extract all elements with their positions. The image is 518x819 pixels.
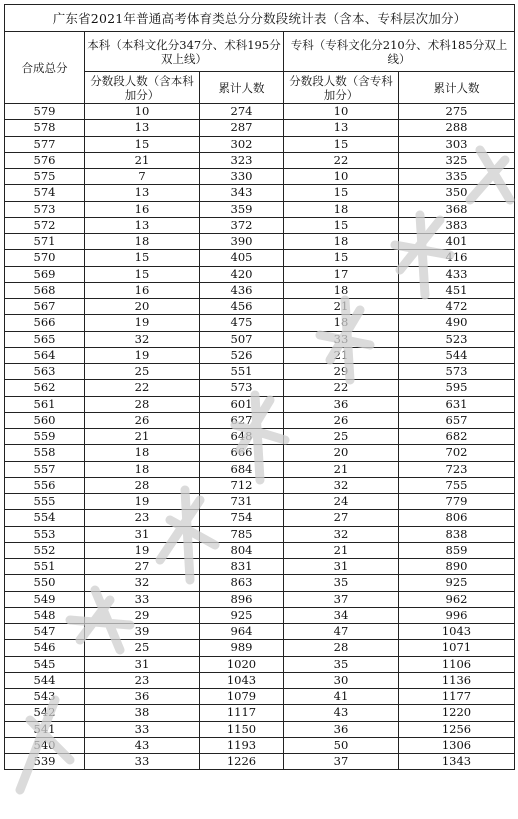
undergrad-cum-cell: 964 <box>200 624 284 640</box>
undergrad-count-cell: 19 <box>85 315 200 331</box>
undergrad-cum-cell: 343 <box>200 185 284 201</box>
undergrad-count-cell: 29 <box>85 607 200 623</box>
total-score-cell: 553 <box>5 526 85 542</box>
undergrad-count-cell: 27 <box>85 559 200 575</box>
total-score-cell: 539 <box>5 754 85 770</box>
junior-count-cell: 22 <box>284 380 399 396</box>
junior-cum-cell: 288 <box>399 120 515 136</box>
table-row <box>5 445 515 461</box>
undergrad-count-cell: 25 <box>85 640 200 656</box>
table-row <box>5 185 515 201</box>
undergrad-count-cell: 31 <box>85 526 200 542</box>
table-row <box>5 689 515 705</box>
undergrad-cum-cell: 1226 <box>200 754 284 770</box>
table-row <box>5 591 515 607</box>
junior-count-cell: 25 <box>284 429 399 445</box>
total-score-cell: 562 <box>5 380 85 396</box>
undergrad-count-cell: 32 <box>85 575 200 591</box>
undergrad-count-cell: 16 <box>85 282 200 298</box>
undergrad-cum-cell: 526 <box>200 347 284 363</box>
undergrad-count-cell: 10 <box>85 104 200 120</box>
junior-cum-cell: 433 <box>399 266 515 282</box>
table-row <box>5 624 515 640</box>
undergrad-group-header: 本科（本科文化分347分、术科195分双上线） <box>85 32 284 72</box>
junior-count-cell: 27 <box>284 510 399 526</box>
total-score-cell: 569 <box>5 266 85 282</box>
junior-count-cell: 13 <box>284 120 399 136</box>
total-score-cell: 570 <box>5 250 85 266</box>
junior-count-cell: 41 <box>284 689 399 705</box>
junior-cum-cell: 544 <box>399 347 515 363</box>
undergrad-cum-cell: 731 <box>200 494 284 510</box>
total-score-cell: 567 <box>5 299 85 315</box>
undergrad-cum-cell: 831 <box>200 559 284 575</box>
score-distribution-sheet <box>4 4 514 770</box>
total-score-cell: 561 <box>5 396 85 412</box>
total-score-cell: 577 <box>5 136 85 152</box>
undergrad-count-cell: 15 <box>85 136 200 152</box>
undergrad-cum-cell: 1117 <box>200 705 284 721</box>
undergrad-cum-cell: 1193 <box>200 737 284 753</box>
total-score-cell: 543 <box>5 689 85 705</box>
total-score-cell: 558 <box>5 445 85 461</box>
undergrad-count-cell: 23 <box>85 672 200 688</box>
table-row <box>5 169 515 185</box>
total-score-cell: 556 <box>5 477 85 493</box>
table-row <box>5 120 515 136</box>
table-row <box>5 461 515 477</box>
junior-cum-cell: 1220 <box>399 705 515 721</box>
table-row <box>5 737 515 753</box>
junior-count-cell: 21 <box>284 347 399 363</box>
junior-cum-cell: 303 <box>399 136 515 152</box>
junior-count-cell: 26 <box>284 412 399 428</box>
total-score-cell: 568 <box>5 282 85 298</box>
junior-cum-cell: 1343 <box>399 754 515 770</box>
table-row <box>5 510 515 526</box>
table-row <box>5 429 515 445</box>
table-row <box>5 250 515 266</box>
junior-cum-cell: 472 <box>399 299 515 315</box>
junior-count-cell: 28 <box>284 640 399 656</box>
undergrad-cum-cell: 925 <box>200 607 284 623</box>
table-row <box>5 494 515 510</box>
undergrad-count-cell: 13 <box>85 217 200 233</box>
junior-count-cell: 15 <box>284 250 399 266</box>
junior-cum-cell: 368 <box>399 201 515 217</box>
undergrad-cum-cell: 1079 <box>200 689 284 705</box>
undergrad-cum-cell: 390 <box>200 234 284 250</box>
table-row <box>5 266 515 282</box>
junior-cum-cell: 275 <box>399 104 515 120</box>
junior-count-cell: 30 <box>284 672 399 688</box>
total-score-cell: 575 <box>5 169 85 185</box>
total-score-cell: 540 <box>5 737 85 753</box>
table-row <box>5 331 515 347</box>
junior-cum-cell: 631 <box>399 396 515 412</box>
undergrad-count-cell: 23 <box>85 510 200 526</box>
junior-count-cell: 10 <box>284 104 399 120</box>
junior-count-cell: 37 <box>284 754 399 770</box>
undergrad-cum-cell: 627 <box>200 412 284 428</box>
undergrad-cum-cell: 551 <box>200 364 284 380</box>
undergrad-cum-cell: 323 <box>200 152 284 168</box>
undergrad-cum-cell: 507 <box>200 331 284 347</box>
table-row <box>5 217 515 233</box>
junior-count-cell: 21 <box>284 461 399 477</box>
junior-count-cell: 33 <box>284 331 399 347</box>
junior-count-cell: 15 <box>284 136 399 152</box>
undergrad-count-cell: 25 <box>85 364 200 380</box>
undergrad-cum-cell: 302 <box>200 136 284 152</box>
total-score-cell: 559 <box>5 429 85 445</box>
undergrad-cum-cell: 601 <box>200 396 284 412</box>
undergrad-count-cell: 28 <box>85 477 200 493</box>
junior-cum-cell: 1306 <box>399 737 515 753</box>
junior-count-cell: 34 <box>284 607 399 623</box>
total-score-cell: 579 <box>5 104 85 120</box>
junior-cum-cell: 723 <box>399 461 515 477</box>
junior-count-cell: 20 <box>284 445 399 461</box>
total-score-cell: 554 <box>5 510 85 526</box>
table-row <box>5 136 515 152</box>
undergrad-count-cell: 16 <box>85 201 200 217</box>
total-score-cell: 563 <box>5 364 85 380</box>
junior-cum-cell: 1177 <box>399 689 515 705</box>
undergrad-count-cell: 18 <box>85 445 200 461</box>
total-score-cell: 551 <box>5 559 85 575</box>
undergrad-cum-header: 累计人数 <box>200 72 284 104</box>
undergrad-count-cell: 20 <box>85 299 200 315</box>
undergrad-cum-cell: 573 <box>200 380 284 396</box>
junior-cum-cell: 1071 <box>399 640 515 656</box>
undergrad-cum-cell: 1020 <box>200 656 284 672</box>
junior-count-cell: 22 <box>284 152 399 168</box>
undergrad-cum-cell: 287 <box>200 120 284 136</box>
junior-cum-cell: 682 <box>399 429 515 445</box>
junior-cum-cell: 383 <box>399 217 515 233</box>
total-score-cell: 542 <box>5 705 85 721</box>
undergrad-count-cell: 26 <box>85 412 200 428</box>
junior-cum-cell: 523 <box>399 331 515 347</box>
junior-cum-cell: 1256 <box>399 721 515 737</box>
undergrad-cum-cell: 475 <box>200 315 284 331</box>
table-row <box>5 640 515 656</box>
table-row <box>5 705 515 721</box>
table-row <box>5 282 515 298</box>
undergrad-count-cell: 33 <box>85 754 200 770</box>
undergrad-count-cell: 19 <box>85 542 200 558</box>
junior-count-cell: 29 <box>284 364 399 380</box>
undergrad-count-cell: 31 <box>85 656 200 672</box>
table-row <box>5 152 515 168</box>
junior-cum-cell: 962 <box>399 591 515 607</box>
undergrad-count-cell: 18 <box>85 234 200 250</box>
undergrad-count-cell: 21 <box>85 429 200 445</box>
undergrad-cum-cell: 785 <box>200 526 284 542</box>
junior-count-cell: 31 <box>284 559 399 575</box>
junior-count-header: 分数段人数（含专科加分） <box>284 72 399 104</box>
undergrad-count-cell: 13 <box>85 120 200 136</box>
table-row <box>5 201 515 217</box>
table-row <box>5 542 515 558</box>
junior-count-cell: 18 <box>284 315 399 331</box>
junior-count-cell: 15 <box>284 185 399 201</box>
undergrad-cum-cell: 1043 <box>200 672 284 688</box>
table-row <box>5 380 515 396</box>
total-score-cell: 576 <box>5 152 85 168</box>
junior-cum-cell: 890 <box>399 559 515 575</box>
total-score-cell: 547 <box>5 624 85 640</box>
total-score-cell: 549 <box>5 591 85 607</box>
undergrad-count-cell: 36 <box>85 689 200 705</box>
undergrad-cum-cell: 648 <box>200 429 284 445</box>
junior-cum-cell: 838 <box>399 526 515 542</box>
junior-cum-cell: 779 <box>399 494 515 510</box>
junior-count-cell: 36 <box>284 396 399 412</box>
total-score-cell: 566 <box>5 315 85 331</box>
undergrad-count-cell: 19 <box>85 494 200 510</box>
junior-count-cell: 32 <box>284 526 399 542</box>
total-score-cell: 548 <box>5 607 85 623</box>
undergrad-cum-cell: 359 <box>200 201 284 217</box>
undergrad-cum-cell: 456 <box>200 299 284 315</box>
junior-count-cell: 17 <box>284 266 399 282</box>
junior-count-cell: 32 <box>284 477 399 493</box>
junior-count-cell: 35 <box>284 656 399 672</box>
junior-cum-cell: 451 <box>399 282 515 298</box>
total-score-cell: 565 <box>5 331 85 347</box>
undergrad-count-cell: 38 <box>85 705 200 721</box>
undergrad-cum-cell: 405 <box>200 250 284 266</box>
total-score-cell: 555 <box>5 494 85 510</box>
junior-cum-cell: 1106 <box>399 656 515 672</box>
undergrad-cum-cell: 1150 <box>200 721 284 737</box>
junior-count-cell: 18 <box>284 201 399 217</box>
junior-cum-cell: 996 <box>399 607 515 623</box>
undergrad-count-cell: 43 <box>85 737 200 753</box>
undergrad-count-cell: 32 <box>85 331 200 347</box>
junior-group-header: 专科（专科文化分210分、术科185分双上线） <box>284 32 515 72</box>
table-row <box>5 347 515 363</box>
junior-cum-cell: 490 <box>399 315 515 331</box>
table-row <box>5 104 515 120</box>
undergrad-cum-cell: 420 <box>200 266 284 282</box>
total-score-cell: 571 <box>5 234 85 250</box>
undergrad-count-cell: 15 <box>85 266 200 282</box>
junior-count-cell: 24 <box>284 494 399 510</box>
table-row <box>5 526 515 542</box>
total-score-cell: 546 <box>5 640 85 656</box>
undergrad-cum-cell: 712 <box>200 477 284 493</box>
junior-cum-cell: 657 <box>399 412 515 428</box>
total-score-cell: 541 <box>5 721 85 737</box>
junior-count-cell: 36 <box>284 721 399 737</box>
total-score-cell: 557 <box>5 461 85 477</box>
junior-count-cell: 10 <box>284 169 399 185</box>
total-score-cell: 573 <box>5 201 85 217</box>
junior-cum-cell: 702 <box>399 445 515 461</box>
undergrad-count-cell: 13 <box>85 185 200 201</box>
junior-cum-cell: 859 <box>399 542 515 558</box>
total-score-cell: 550 <box>5 575 85 591</box>
junior-cum-cell: 416 <box>399 250 515 266</box>
undergrad-cum-cell: 274 <box>200 104 284 120</box>
table-row <box>5 656 515 672</box>
junior-cum-cell: 325 <box>399 152 515 168</box>
table-row <box>5 477 515 493</box>
total-score-cell: 552 <box>5 542 85 558</box>
undergrad-count-cell: 22 <box>85 380 200 396</box>
undergrad-count-cell: 7 <box>85 169 200 185</box>
total-score-cell: 544 <box>5 672 85 688</box>
undergrad-cum-cell: 436 <box>200 282 284 298</box>
table-title: 广东省2021年普通高考体育类总分分数段统计表（含本、专科层次加分） <box>5 5 515 32</box>
table-row <box>5 754 515 770</box>
total-score-cell: 572 <box>5 217 85 233</box>
junior-cum-cell: 806 <box>399 510 515 526</box>
table-row <box>5 721 515 737</box>
table-row <box>5 364 515 380</box>
junior-cum-cell: 573 <box>399 364 515 380</box>
table-body <box>5 104 515 770</box>
undergrad-cum-cell: 989 <box>200 640 284 656</box>
junior-cum-cell: 1136 <box>399 672 515 688</box>
junior-count-cell: 21 <box>284 299 399 315</box>
undergrad-cum-cell: 804 <box>200 542 284 558</box>
junior-count-cell: 18 <box>284 282 399 298</box>
junior-count-cell: 35 <box>284 575 399 591</box>
score-table <box>4 4 515 770</box>
total-score-header: 合成总分 <box>5 32 85 104</box>
undergrad-count-cell: 28 <box>85 396 200 412</box>
total-score-cell: 545 <box>5 656 85 672</box>
total-score-cell: 574 <box>5 185 85 201</box>
table-row <box>5 315 515 331</box>
undergrad-count-cell: 21 <box>85 152 200 168</box>
junior-cum-cell: 1043 <box>399 624 515 640</box>
junior-count-cell: 18 <box>284 234 399 250</box>
undergrad-cum-cell: 754 <box>200 510 284 526</box>
undergrad-count-cell: 19 <box>85 347 200 363</box>
junior-count-cell: 47 <box>284 624 399 640</box>
total-score-cell: 564 <box>5 347 85 363</box>
undergrad-count-cell: 33 <box>85 721 200 737</box>
undergrad-cum-cell: 896 <box>200 591 284 607</box>
junior-cum-header: 累计人数 <box>399 72 515 104</box>
junior-count-cell: 50 <box>284 737 399 753</box>
undergrad-count-cell: 15 <box>85 250 200 266</box>
undergrad-cum-cell: 666 <box>200 445 284 461</box>
undergrad-count-cell: 33 <box>85 591 200 607</box>
undergrad-count-cell: 39 <box>85 624 200 640</box>
junior-cum-cell: 595 <box>399 380 515 396</box>
junior-cum-cell: 755 <box>399 477 515 493</box>
junior-count-cell: 43 <box>284 705 399 721</box>
undergrad-count-cell: 18 <box>85 461 200 477</box>
undergrad-cum-cell: 330 <box>200 169 284 185</box>
junior-cum-cell: 350 <box>399 185 515 201</box>
junior-count-cell: 37 <box>284 591 399 607</box>
junior-cum-cell: 925 <box>399 575 515 591</box>
table-row <box>5 396 515 412</box>
table-row <box>5 299 515 315</box>
total-score-cell: 560 <box>5 412 85 428</box>
junior-cum-cell: 401 <box>399 234 515 250</box>
table-row <box>5 412 515 428</box>
undergrad-count-header: 分数段人数（含本科加分） <box>85 72 200 104</box>
table-row <box>5 607 515 623</box>
undergrad-cum-cell: 684 <box>200 461 284 477</box>
table-row <box>5 672 515 688</box>
junior-count-cell: 21 <box>284 542 399 558</box>
total-score-cell: 578 <box>5 120 85 136</box>
undergrad-cum-cell: 863 <box>200 575 284 591</box>
junior-count-cell: 15 <box>284 217 399 233</box>
undergrad-cum-cell: 372 <box>200 217 284 233</box>
table-row <box>5 559 515 575</box>
table-row <box>5 234 515 250</box>
junior-cum-cell: 335 <box>399 169 515 185</box>
table-row <box>5 575 515 591</box>
